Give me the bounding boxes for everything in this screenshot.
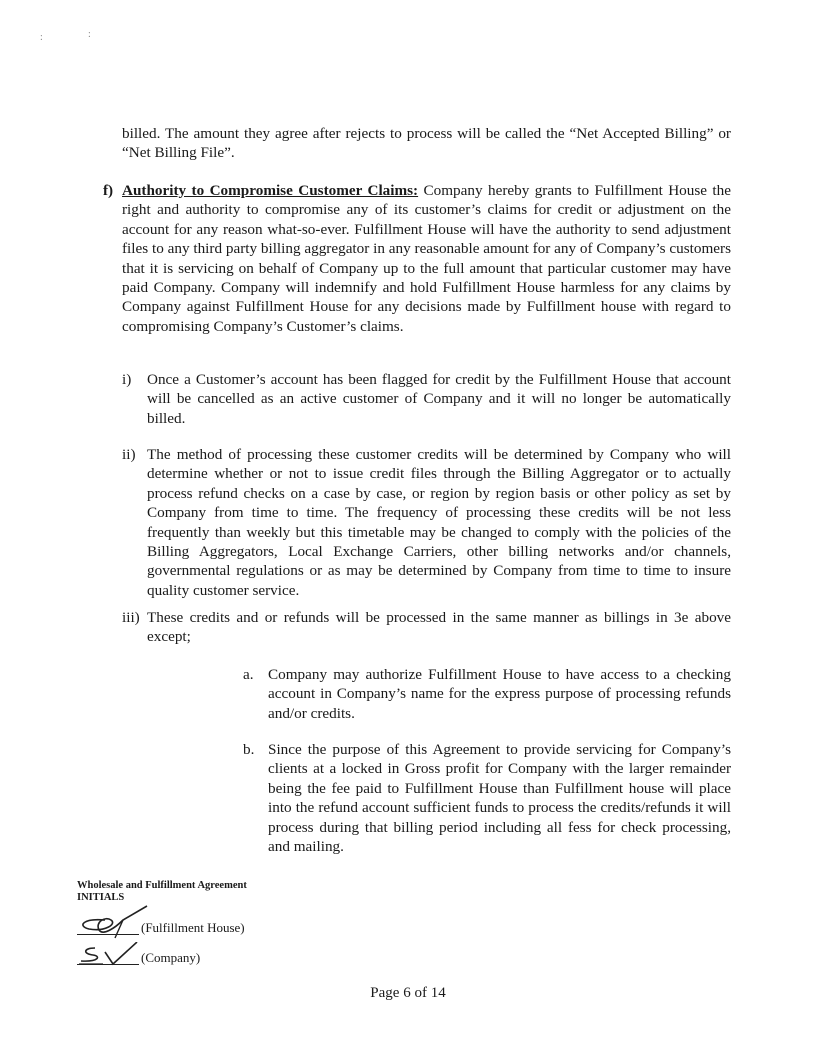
subitem-marker: a.	[243, 666, 254, 683]
initial-line-fulfillment-house	[77, 916, 247, 940]
agreement-title: Wholesale and Fulfillment Agreement	[77, 880, 247, 891]
scan-artifact: :	[40, 32, 43, 43]
continuation-paragraph: billed. The amount they agree after rejects to process will be called the “Net Accepted Billing” or “Net Billing File”.	[122, 125, 731, 162]
section-heading: Authority to Compromise Customer Claims:	[122, 182, 419, 199]
initial-line-company	[77, 946, 247, 970]
initial-line	[77, 934, 139, 935]
signature-initials-icon	[75, 942, 145, 970]
item-marker: i)	[122, 371, 132, 388]
initial-line-label: (Fulfillment House)	[141, 920, 245, 935]
scan-artifact: :	[88, 29, 91, 40]
item-marker: ii)	[122, 446, 136, 463]
subitem-marker: b.	[243, 741, 255, 758]
section-marker: f)	[103, 182, 114, 199]
list-item: These credits and or refunds will be processed in the same manner as billings in 3e above except;	[147, 609, 731, 646]
initial-line-label: (Company)	[141, 950, 201, 965]
item-marker: iii)	[122, 609, 140, 626]
page-number: Page 6 of 14	[370, 985, 446, 1001]
sub-list-item: Since the purpose of this Agreement to provide servicing for Company’s clients at a locked in Gross profit for Company with the larger remainder being the fee paid to Fulfillment House than Fulfillment house will place into the refund account sufficient funds to process the credits/refunds it will process during that billing period including all fess for check processing, and mailing.	[268, 741, 731, 856]
list-item: The method of processing these customer credits will be determined by Company who will determine whether or not to issue credit files through the Billing Aggregator or to actually process refund checks on a case by case, or region by region basis or other policy as set by Company from time to time. The frequency of processing these credits will be not less frequently than weekly but this timetable may be changed to comply with the policies of the Billing Aggregators, Local Exchange Carriers, other billing networks and/or channels, governmental regulations or as may be determined by Company from time to time to insure quality customer service.	[147, 446, 731, 599]
sub-list-item: Company may authorize Fulfillment House to have access to a checking account in Company’s name for the express purpose of processing refunds and/or credits.	[268, 666, 731, 722]
initials-footer	[77, 880, 247, 970]
section-f-paragraph	[122, 181, 731, 336]
list-item: Once a Customer’s account has been flagged for credit by the Fulfillment House that account will be cancelled as an active customer of Company and it will no longer be automatically billed.	[147, 371, 731, 427]
initial-line	[77, 964, 139, 965]
initials-label: INITIALS	[77, 892, 125, 903]
section-body: Company hereby grants to Fulfillment House the right and authority to compromise any of its customer’s claims for credit or adjustment on the account for any reason what-so-ever. Fulfillment House will have the authority to send adjustment files to any third party billing aggregator in any reasonable amount for any of Company’s customers that it is servicing on behalf of Company up to the full amount that particular customer may have paid Company. Company will indemnify and hold Fulfillment House harmless for any claims by Company against Fulfillment House for any decisions made by Fulfillment house with regard to compromising Company’s Customer’s claims.	[122, 182, 731, 335]
